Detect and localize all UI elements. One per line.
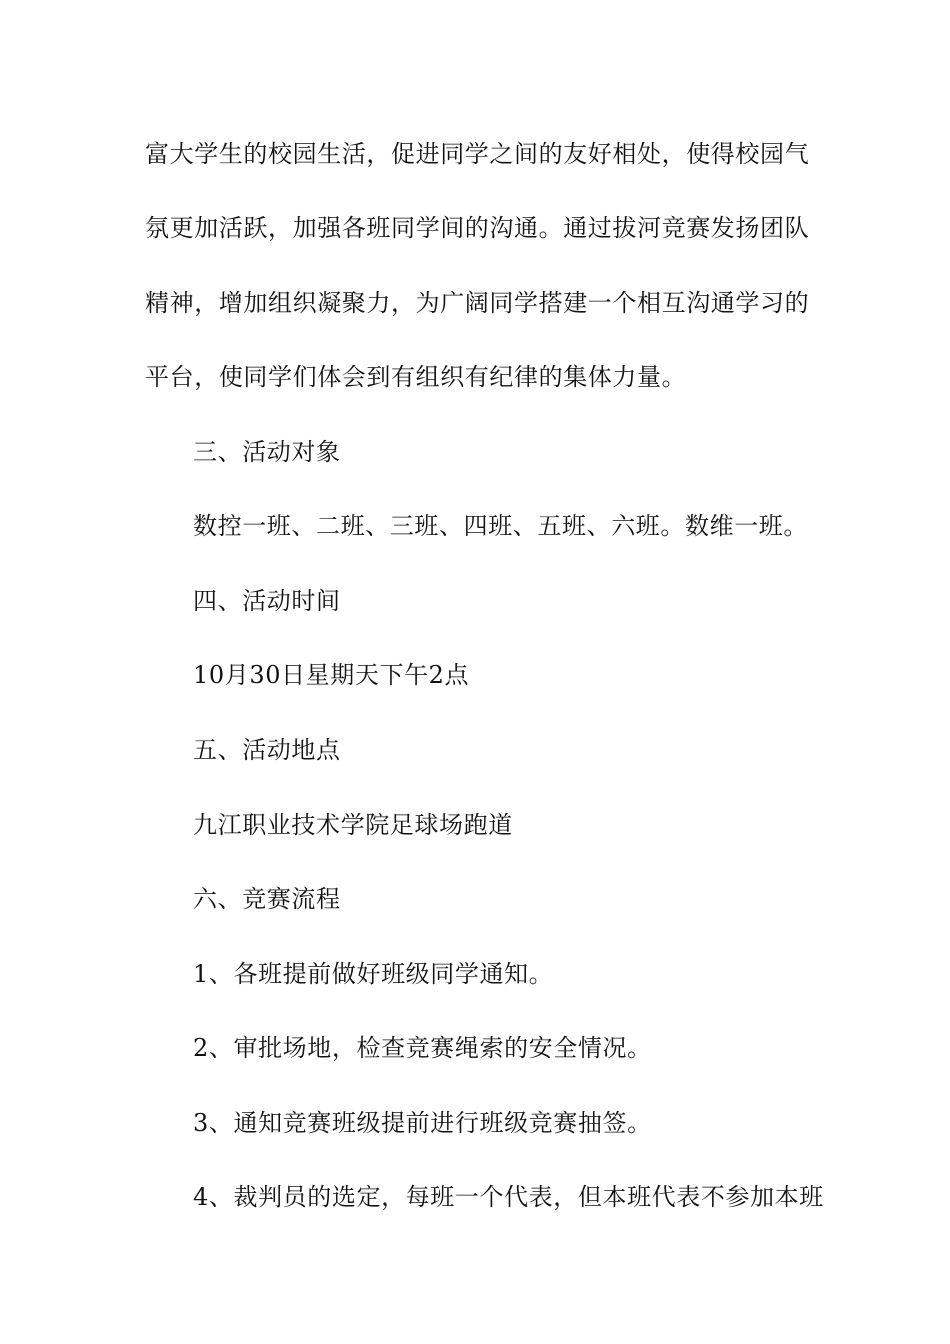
- section-6-step-3: 3、通知竞赛班级提前进行班级竞赛抽签。: [193, 1109, 652, 1137]
- section-3-heading: 三、活动对象: [193, 438, 341, 466]
- section-6-step-4: 4、裁判员的选定，每班一个代表，但本班代表不参加本班: [193, 1183, 824, 1211]
- section-4-body: 10月30日星期天下午2点: [193, 661, 470, 689]
- section-5-body: 九江职业技术学院足球场跑道: [193, 811, 513, 839]
- paragraph-line-1: 富大学生的校园生活，促进同学之间的友好相处，使得校园气: [145, 140, 810, 168]
- section-5-heading: 五、活动地点: [193, 736, 341, 764]
- paragraph-line-4: 平台，使同学们体会到有组织有纪律的集体力量。: [145, 363, 687, 391]
- section-6-step-1: 1、各班提前做好班级同学通知。: [193, 960, 554, 988]
- section-3-body: 数控一班、二班、三班、四班、五班、六班。数维一班。: [193, 512, 808, 540]
- section-6-heading: 六、竞赛流程: [193, 885, 341, 913]
- section-4-heading: 四、活动时间: [193, 587, 341, 615]
- paragraph-line-2: 氛更加活跃，加强各班同学间的沟通。通过拔河竞赛发扬团队: [145, 214, 810, 242]
- paragraph-line-3: 精神，增加组织凝聚力，为广阔同学搭建一个相互沟通学习的: [145, 289, 810, 317]
- section-6-step-2: 2、审批场地，检查竞赛绳索的安全情况。: [193, 1034, 652, 1062]
